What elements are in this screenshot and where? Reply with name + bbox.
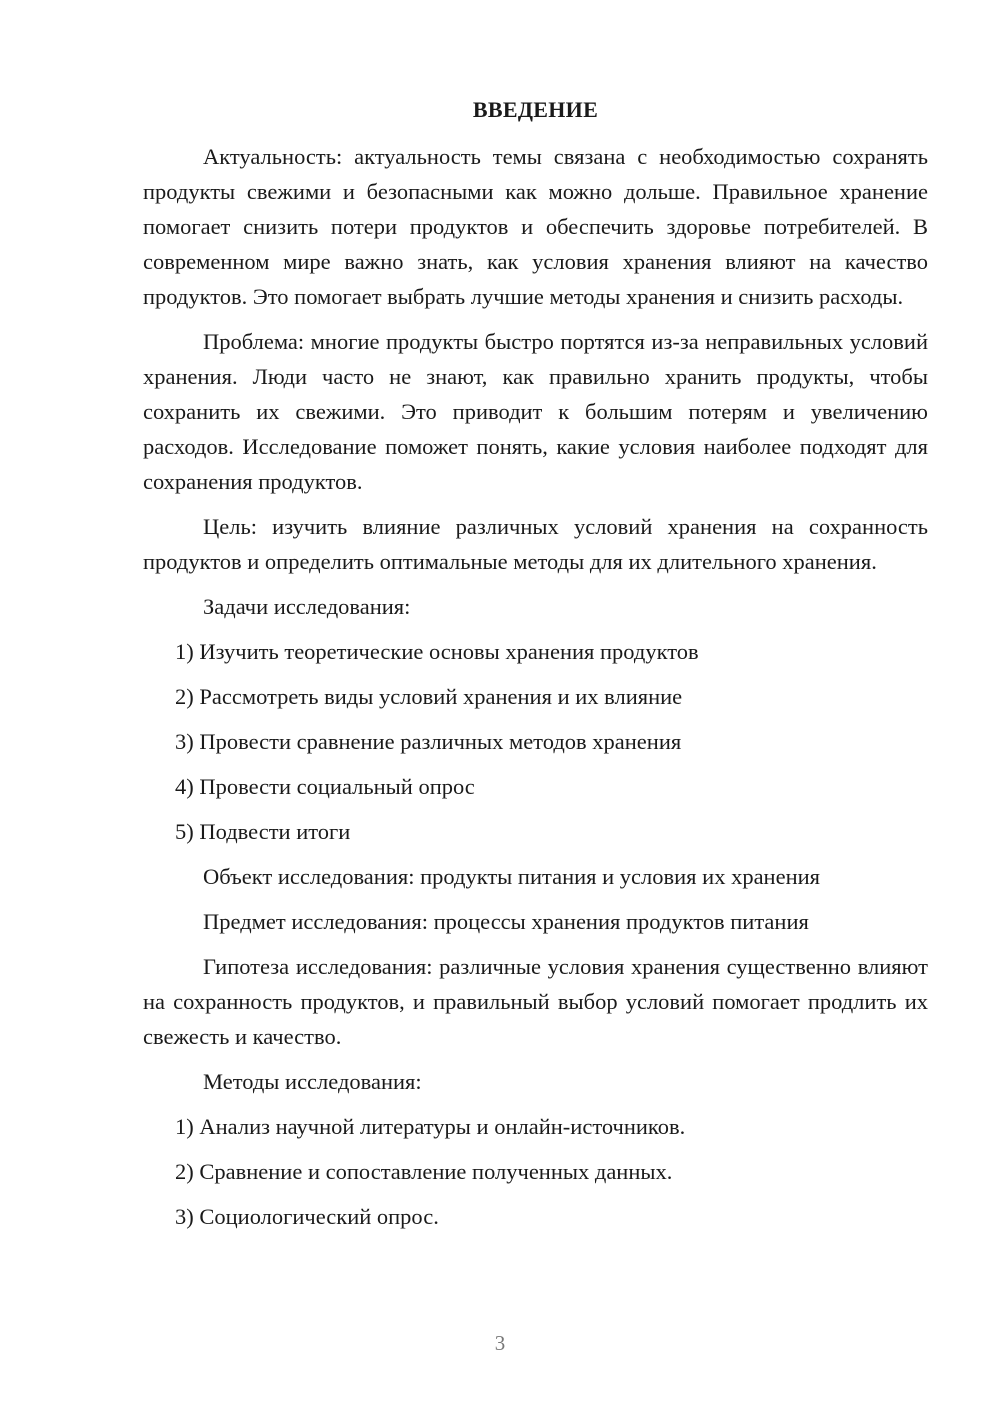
research-object: Объект исследования: продукты питания и условия их хранения <box>203 864 821 889</box>
methods-list <box>143 1109 928 1234</box>
page-content <box>143 92 928 1244</box>
page-number: 3 <box>494 1331 506 1355</box>
task-item: 2) Рассмотреть виды условий хранения и их влияние <box>175 684 683 709</box>
tasks-list <box>143 634 928 849</box>
task-item: 3) Провести сравнение различных методов хранения <box>175 729 682 754</box>
task-item: 4) Провести социальный опрос <box>175 774 475 799</box>
research-subject: Предмет исследования: процессы хранения продуктов питания <box>203 909 809 934</box>
page-title: ВВЕДЕНИЕ <box>472 97 599 122</box>
relevance-paragraph: Актуальность: актуальность темы связана с необходимостью сохранять продукты свежими и безопасными как можно дольше. Правильное хранение помогает снизить потери продуктов и обеспечить здоровье потребителей. В современном мире важно знать, как условия хранения влияют на качество продуктов. Это помогает выбрать лучшие методы хранения и снизить расходы. <box>143 144 928 309</box>
goal-paragraph: Цель: изучить влияние различных условий хранения на сохранность продуктов и определить оптимальные методы для их длительного хранения. <box>143 514 928 574</box>
method-item: 1) Анализ научной литературы и онлайн-источников. <box>175 1114 686 1139</box>
task-item: 1) Изучить теоретические основы хранения продуктов <box>175 639 699 664</box>
method-item: 2) Сравнение и сопоставление полученных данных. <box>175 1159 673 1184</box>
task-item: 5) Подвести итоги <box>175 819 351 844</box>
tasks-heading: Задачи исследования: <box>203 594 411 619</box>
method-item: 3) Социологический опрос. <box>175 1204 439 1229</box>
hypothesis-paragraph: Гипотеза исследования: различные условия хранения существенно влияют на сохранность продуктов, и правильный выбор условий помогает продлить их свежесть и качество. <box>143 954 928 1049</box>
problem-paragraph: Проблема: многие продукты быстро портятся из-за неправильных условий хранения. Люди часто не знают, как правильно хранить продукты, чтобы сохранить их свежими. Это приводит к большим потерям и увеличению расходов. Исследование поможет понять, какие условия наиболее подходят для сохранения продуктов. <box>143 329 928 494</box>
methods-heading: Методы исследования: <box>203 1069 422 1094</box>
